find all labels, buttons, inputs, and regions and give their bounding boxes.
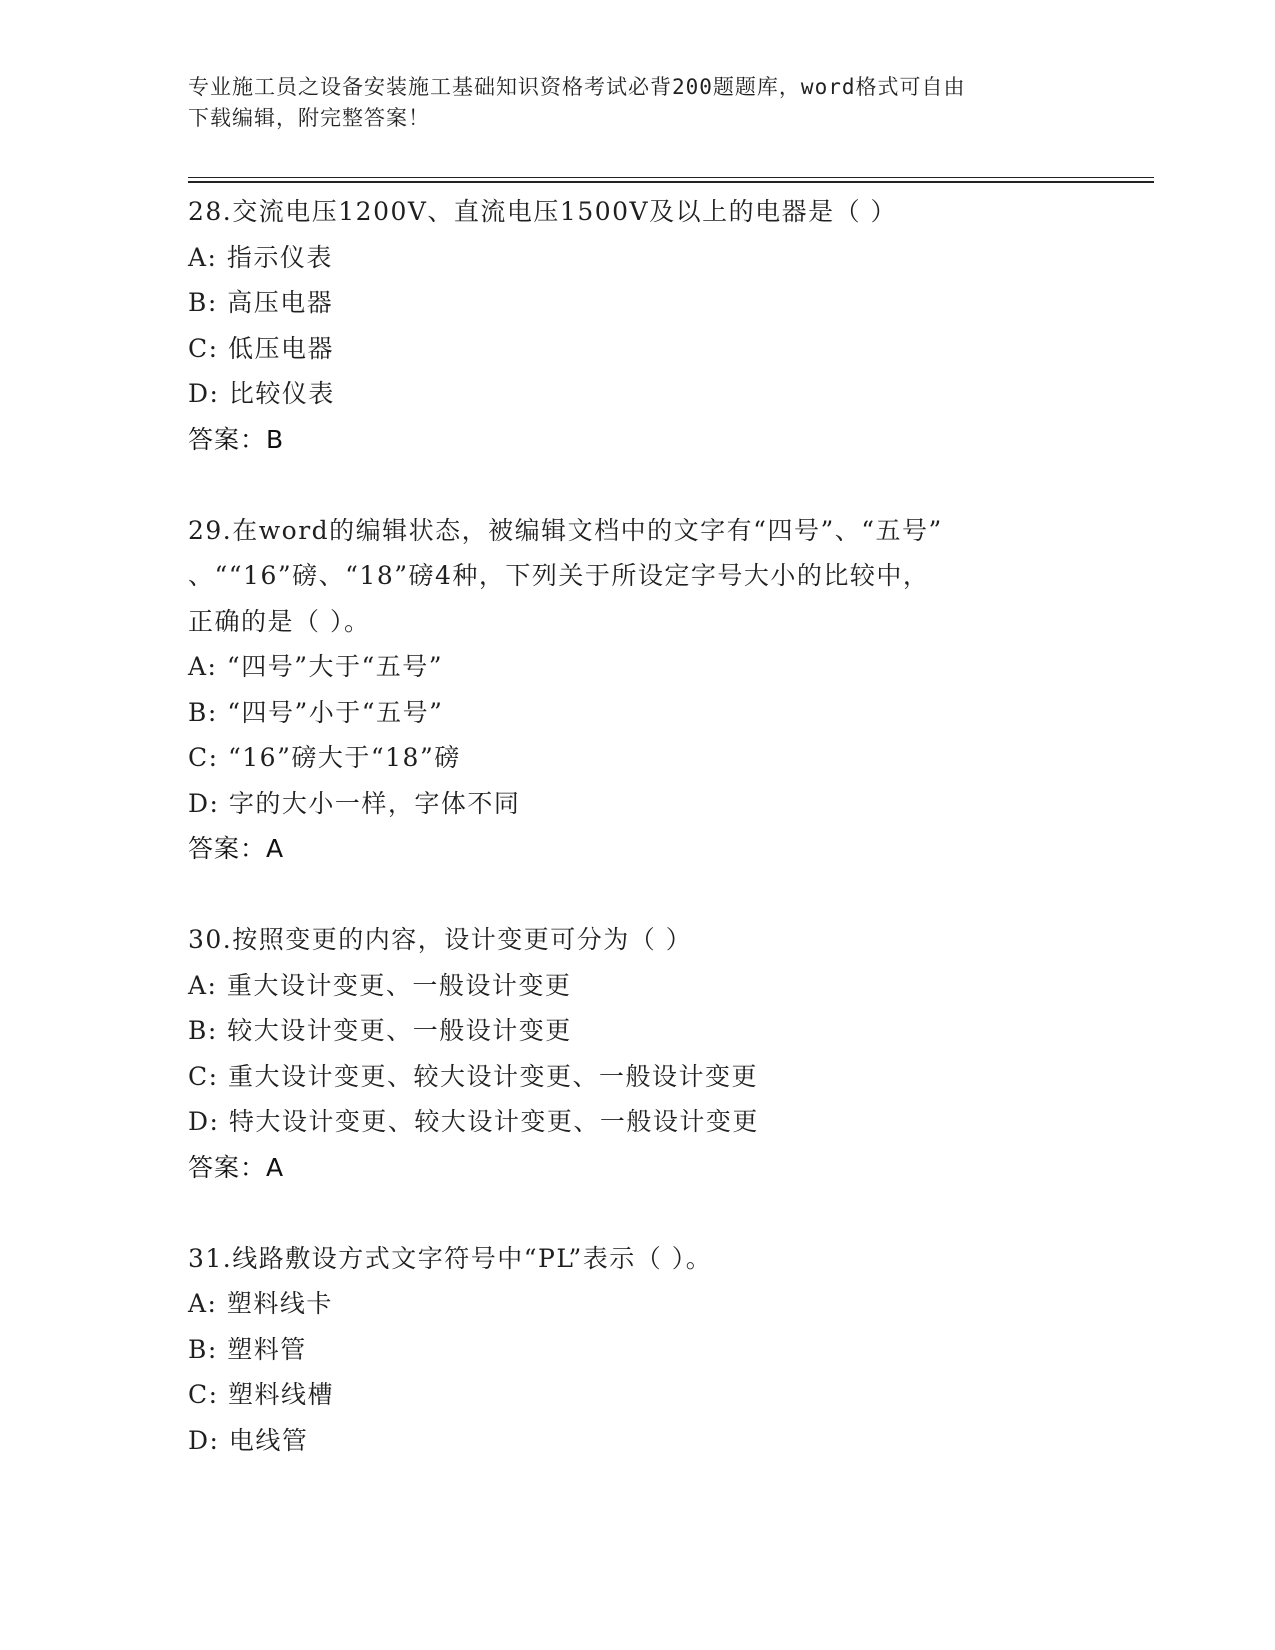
- option-c: C: 塑料线槽: [188, 1380, 334, 1409]
- option-d: D: 字的大小一样，字体不同: [188, 788, 521, 818]
- question-stem: 30.按照变更的内容，设计变更可分为（ ）: [188, 925, 693, 954]
- option-c: C: “16”磅大于“18”磅: [188, 743, 461, 772]
- header-divider-thick: [188, 181, 1154, 183]
- question-stem-line-2: 、““16”磅、“18”磅4种，下列关于所设定字号大小的比较中，: [188, 561, 930, 590]
- option-c: C: 重大设计变更、较大设计变更、一般设计变更: [188, 1061, 758, 1091]
- question-stem: 28.交流电压1200V、直流电压1500V及以上的电器是（ ）: [188, 197, 898, 226]
- option-b: B: 高压电器: [188, 288, 334, 317]
- header-divider-thin: [188, 177, 1154, 178]
- document-header: [188, 72, 1068, 134]
- answer-label: 答案：A: [188, 1152, 285, 1182]
- question-list: [188, 189, 1088, 1463]
- question-30: [188, 917, 1088, 1190]
- option-a: A: 重大设计变更、一般设计变更: [188, 970, 572, 1000]
- option-b: B: “四号”小于“五号”: [188, 697, 444, 727]
- question-28: [188, 189, 1088, 462]
- answer-label: 答案：B: [188, 424, 285, 454]
- question-31: [188, 1236, 1088, 1464]
- option-d: D: 特大设计变更、较大设计变更、一般设计变更: [188, 1107, 759, 1136]
- option-b: B: 塑料管: [188, 1334, 307, 1364]
- question-stem: 31.线路敷设方式文字符号中“PL”表示（ ）。: [188, 1243, 713, 1273]
- question-stem-line-1: 29.在word的编辑状态，被编辑文档中的文字有“四号”、“五号”: [188, 515, 943, 545]
- question-spacer: [188, 1190, 1088, 1236]
- question-29: [188, 508, 1088, 872]
- option-a: A: 指示仪表: [188, 242, 333, 272]
- header-title-line-2: 下载编辑，附完整答案！: [188, 106, 430, 130]
- option-d: D: 比较仪表: [188, 379, 335, 408]
- question-spacer: [188, 462, 1088, 508]
- option-c: C: 低压电器: [188, 333, 334, 363]
- question-spacer: [188, 872, 1088, 918]
- header-title-line-1: 专业施工员之设备安装施工基础知识资格考试必背200题题库，word格式可自由: [188, 75, 966, 99]
- question-stem-line-3: 正确的是（ ）。: [188, 606, 371, 636]
- option-d: D: 电线管: [188, 1425, 309, 1455]
- option-a: A: “四号”大于“五号”: [188, 652, 444, 681]
- answer-label: 答案：A: [188, 834, 285, 863]
- option-b: B: 较大设计变更、一般设计变更: [188, 1016, 572, 1045]
- option-a: A: 塑料线卡: [188, 1289, 333, 1318]
